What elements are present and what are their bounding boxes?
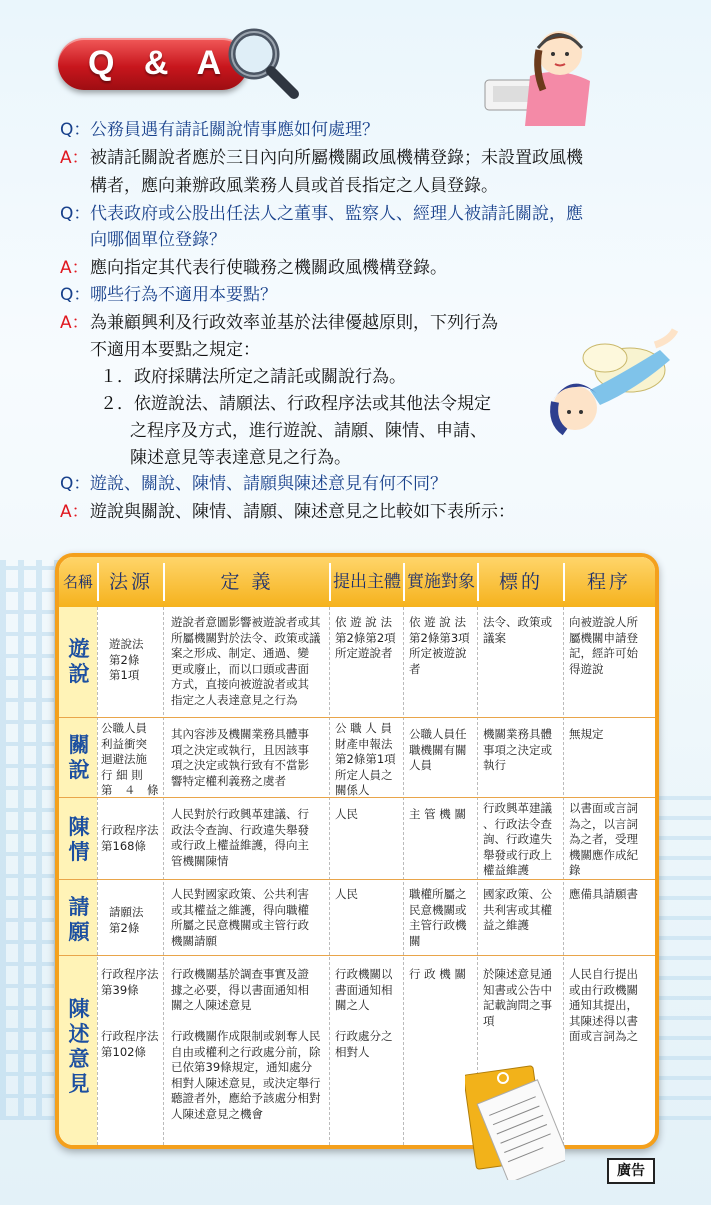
header-subject: 提出主體 [333,572,401,592]
table-cell: 公職人員任 職機關有關 人員 [409,727,467,772]
advertisement-badge: 廣告 [607,1158,655,1184]
call-center-operator-illustration [475,18,605,128]
table-cell: 國家政策、公 共利害或其權 益之維護 [483,887,552,932]
qa-banner [58,38,248,90]
answer-1: A：被請託關說者應於三日內向所屬機關政風機構登錄；未設置政風機 [60,148,583,168]
table-cell: 人民 [335,807,358,821]
question-4: Q：遊說、關說、陳情、請願與陳述意見有何不同？ [60,474,447,494]
question-2: Q：代表政府或公股出任法人之董事、監察人、經理人被請託關說，應 [60,204,583,224]
row-name-appeal: 請願 [68,895,90,944]
table-cell: 人民對於行政興革建議、行 政法令查詢、行政違失舉發 或行政上權益維護，得向主 管機關陳情 [171,807,309,868]
comparison-table [55,553,659,1149]
table-cell: 其內容涉及機關業務具體事 項之決定或執行，且因該事 項之決定或執行致有不當影 響特定權利義務之虞者 [171,727,309,788]
answer-3: A：為兼顧興利及行政效率並基於法律優越原則，下列行為 [60,313,498,333]
table-cell: 於陳述意見通 知書或公告中 記載詢問之事 項 [483,967,552,1028]
table-cell: 人民自行提出 或由行政機關 通知其提出， 其陳述得以書 面或言詞為之 [569,967,638,1043]
header-source: 法源 [108,571,153,593]
table-cell: 依 遊 說 法 第2條第3項 所定被遊說者 [409,615,470,676]
background-building-pattern-right [651,780,711,1120]
document-envelope-illustration [465,1060,565,1180]
answer-3-item-2-line-2: 之程序及方式，進行遊說、請願、陳情、申請、 [130,421,487,441]
table-cell: 職權所屬之 民意機關或 主管行政機 關 [409,887,467,948]
table-cell: 人民對國家政策、公共利害 或其權益之維護，得向職權 所屬之民意機關或主管行政 機關請願 [171,887,309,948]
table-cell: 行政機關基於調查事實及證 據之必要，得以書面通知相 關之人陳述意見 行政機關作成限制或剝奪人民 自由或權利之行政處分前，除 已依第39條規定，通知處分 相對人陳述意見，或決定舉行 聽證者外，應給予該處分相對 人陳述意見之機會 [171,967,321,1121]
table-header [59,557,655,607]
table-cell: 法令、政策或 議案 [483,615,552,645]
answer-3-item-1: １．政府採購法所定之請託或關說行為。 [100,367,406,387]
table-cell: 機關業務具體 事項之決定或 執行 [483,727,552,772]
header-target: 實施對象 [407,572,475,592]
answer-3-line-2: 不適用本要點之規定： [90,340,260,360]
qa-banner-title: Q & A [88,44,232,82]
row-name-statement: 陳述意見 [68,997,90,1096]
answer-2: A：應向指定其代表行使職務之機關政風機構登錄。 [60,258,447,278]
table-cell: 主 管 機 關 [409,807,466,821]
table-cell: 行政程序法 第39條 行政程序法 第102條 [101,967,159,1059]
row-name-lobbying: 遊說 [68,637,90,686]
table-cell: 公職人員 利益衝突 迴避法施 行 細 則 第 ４ 條 [101,721,159,797]
magnifier-icon [222,22,302,102]
table-cell: 遊說法 第2條 第1項 [109,637,144,682]
header-procedure: 程序 [586,571,631,593]
table-cell: 行 政 機 關 [409,967,466,981]
question-3: Q：哪些行為不適用本要點？ [60,285,277,305]
table-cell: 以書面或言詞 為之，以言詞 為之者，受理 機關應作成紀 錄 [569,801,638,877]
table-cell: 無規定 [569,727,604,741]
table-cell: 人民 [335,887,358,901]
header-name: 名稱 [62,573,93,591]
table-cell: 依 遊 說 法 第2條第2項 所定遊說者 [335,615,396,660]
table-cell: 向被遊說人所 屬機關申請登 記，經許可始 得遊說 [569,615,638,676]
table-cell: 行政程序法 第168條 [101,823,159,853]
flying-angel-illustration [535,320,685,450]
table-cell: 遊說者意圖影響被遊說者或其 所屬機關對於法令、政策或議 案之形成、制定、通過、變 更或廢止，而以口頭或書面 方式，直接向被遊說者或其 指定之人表達意見之行為 [171,615,321,707]
question-2-continued: 向哪個單位登錄？ [90,230,226,250]
answer-3-item-2: ２．依遊說法、請願法、行政程序法或其他法令規定 [100,394,491,414]
row-name-petition: 陳情 [68,815,90,864]
header-object: 標的 [498,571,543,593]
header-definition: 定 義 [220,571,274,593]
table-cell: 公 職 人 員 財產申報法 第2條第1項 所定人員之 關係人 [335,721,396,797]
answer-3-item-2-line-3: 陳述意見等表達意見之行為。 [130,448,351,468]
answer-4: A：遊說與關說、陳情、請願、陳述意見之比較如下表所示： [60,502,515,522]
table-cell: 行政興革建議 、行政法令查 詢、行政違失 舉發或行政上 權益維護 [483,801,552,877]
table-cell: 應備具請願書 [569,887,638,901]
table-cell: 行政機關以 書面通知相 關之人 行政處分之 相對人 [335,967,393,1059]
table-cell: 請願法 第2條 [109,905,144,935]
question-1: Q：公務員遇有請託關說情事應如何處理？ [60,120,379,140]
answer-1-continued: 構者，應向兼辦政風業務人員或首長指定之人員登錄。 [90,176,498,196]
row-name-solicitation: 關說 [68,733,90,782]
